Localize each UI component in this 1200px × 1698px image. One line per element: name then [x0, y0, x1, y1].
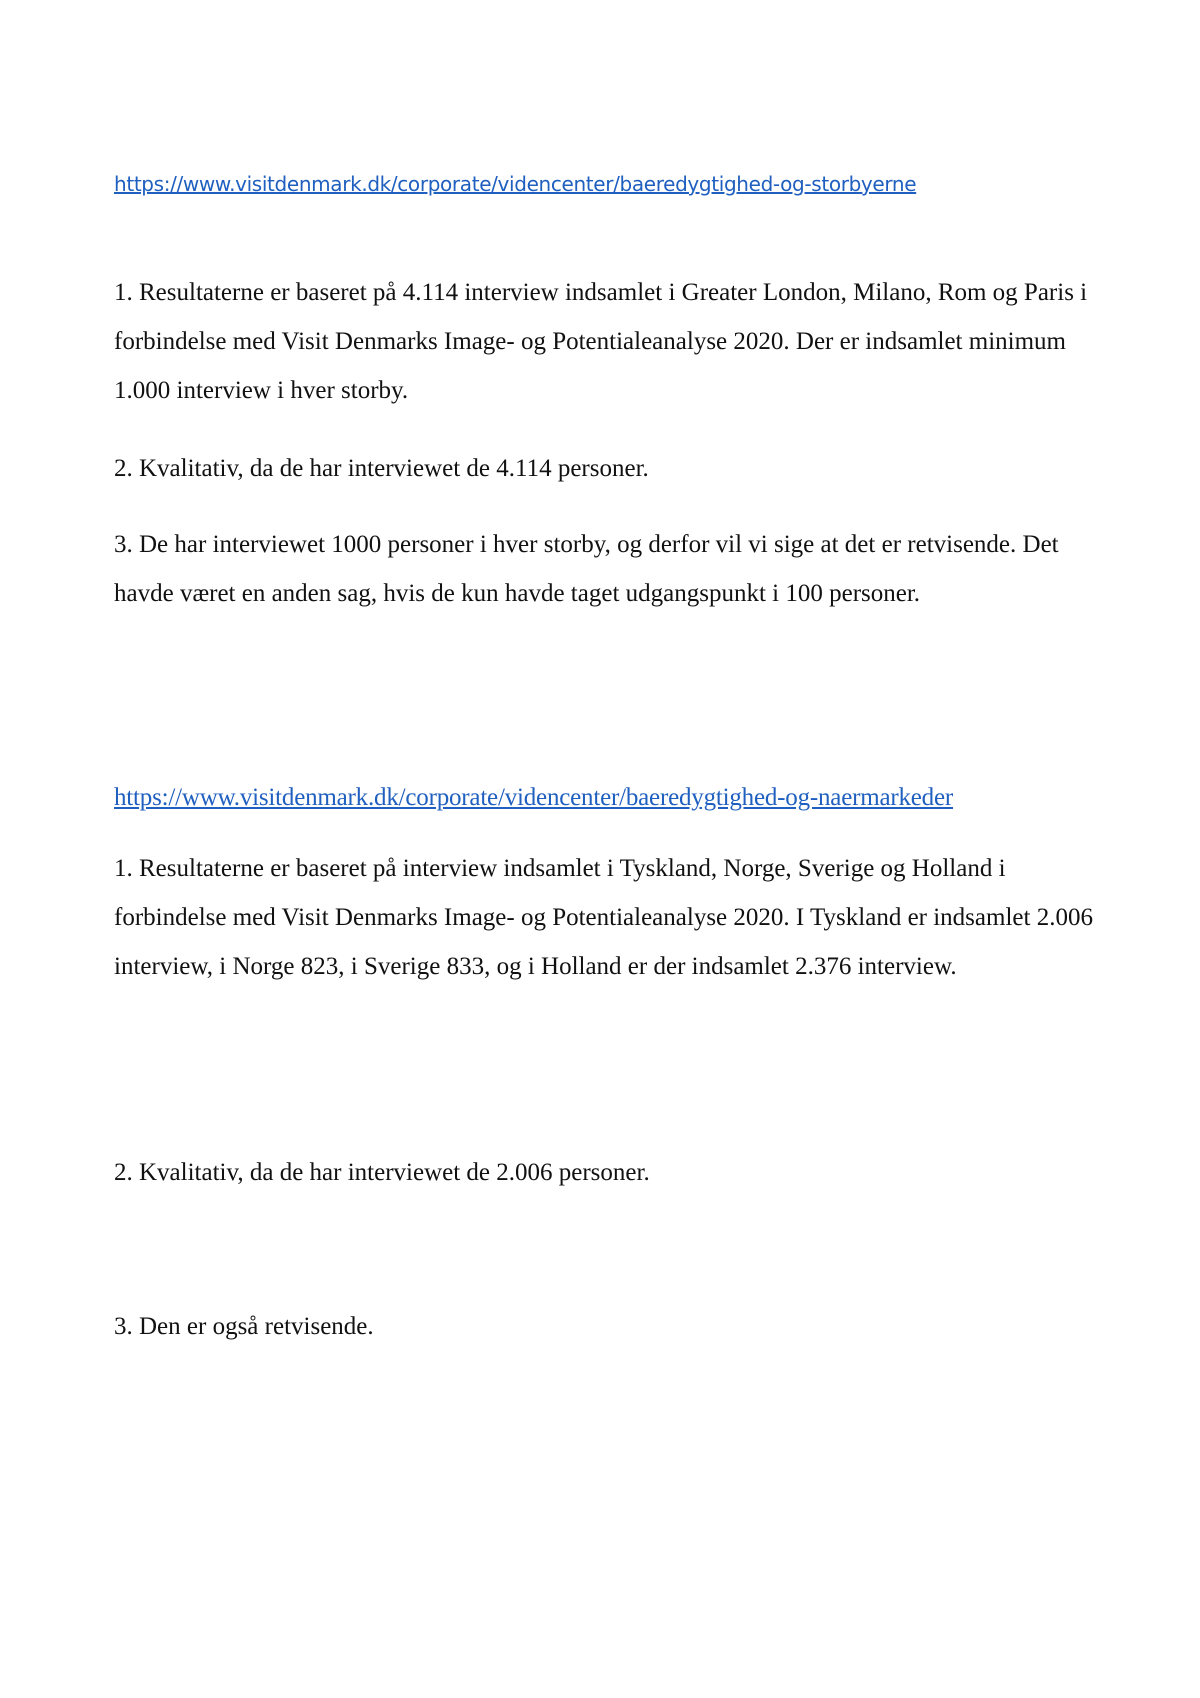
- source-link-naermarkeder[interactable]: https://www.visitdenmark.dk/corporate/videncenter/baeredygtighed-og-naermarkeder: [114, 784, 954, 811]
- answer-1-storbyerne: 1. Resultaterne er baseret på 4.114 interview indsamlet i Greater London, Milano, Rom og Paris i forbindelse med Visit Denmarks Image- og Potentialeanalyse 2020. Der er indsamlet minimum 1.000 interview i hver storby.: [114, 279, 1088, 404]
- answer-3-storbyerne: 3. De har interviewet 1000 personer i hver storby, og derfor vil vi sige at det er retvisende. Det havde været en anden sag, hvis de kun havde taget udgangspunkt i 100 personer.: [114, 531, 1059, 607]
- answer-3-naermarkeder: 3. Den er også retvisende.: [114, 1313, 374, 1340]
- answer-1-naermarkeder: 1. Resultaterne er baseret på interview indsamlet i Tyskland, Norge, Sverige og Holland i forbindelse med Visit Denmarks Image- og Potentialeanalyse 2020. I Tyskland er indsamlet 2.006 interview, i Norge 823, i Sverige 833, og i Holland er der indsamlet 2.376 interview.: [114, 855, 1093, 980]
- answer-2-storbyerne: 2. Kvalitativ, da de har interviewet de 4.114 personer.: [114, 455, 649, 482]
- source-link-storbyerne[interactable]: https://www.visitdenmark.dk/corporate/videncenter/baeredygtighed-og-storbyerne: [114, 172, 917, 196]
- answer-2-naermarkeder: 2. Kvalitativ, da de har interviewet de 2.006 personer.: [114, 1159, 650, 1186]
